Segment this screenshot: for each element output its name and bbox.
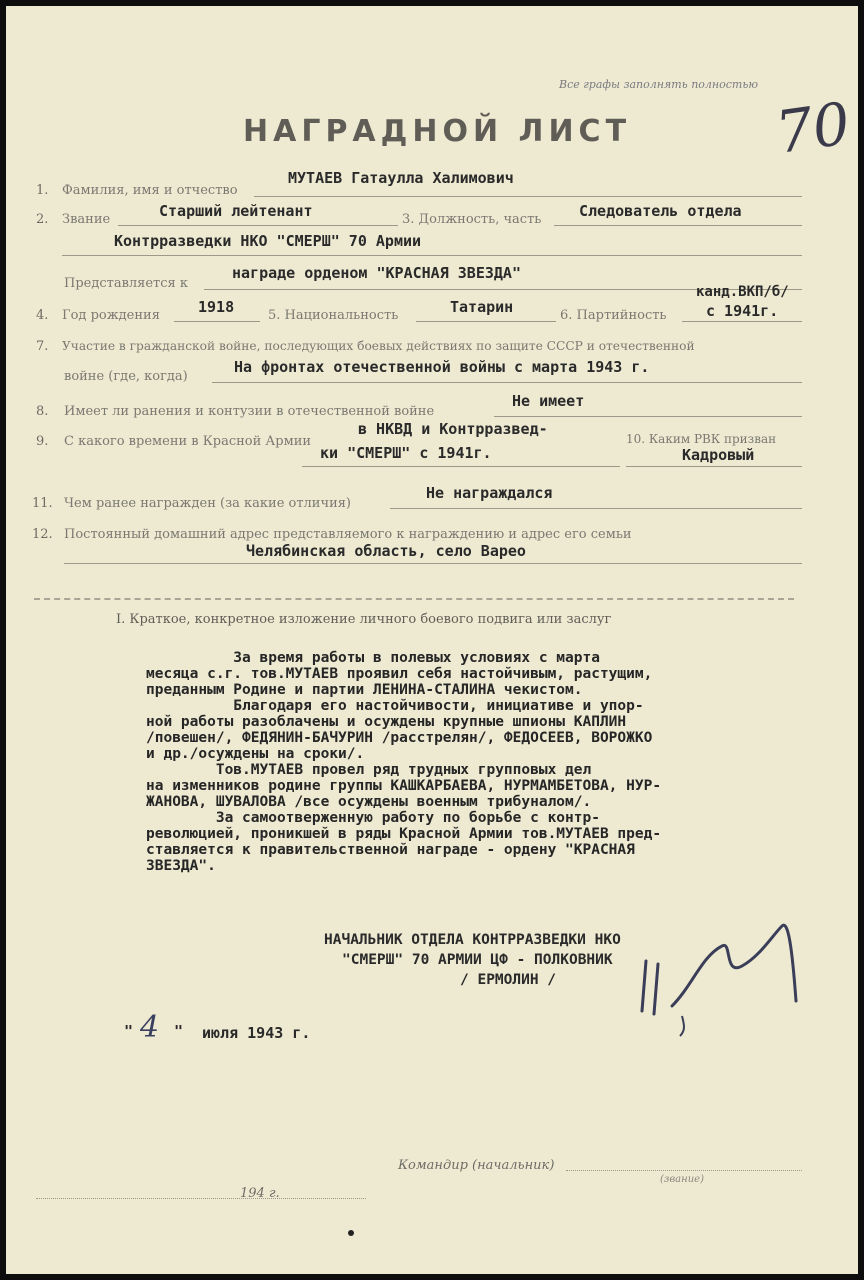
- field-3-value-continued: Контрразведки НКО "СМЕРШ" 70 Армии: [114, 232, 422, 250]
- footer-commander-underline: [566, 1170, 802, 1171]
- footer-commander: Командир (начальник): [398, 1158, 555, 1173]
- presented-value: награде орденом "КРАСНАЯ ЗВЕЗДА": [232, 264, 521, 282]
- date-open-quote: ": [124, 1022, 134, 1040]
- field-4-number: 4.: [36, 308, 49, 323]
- body-line: месяца с.г. тов.МУТАЕВ проявил себя настойчивым, растущим,: [146, 666, 653, 682]
- body-line: на изменников родине группы КАШКАРБАЕВА, НУРМАМБЕТОВА, НУР-: [146, 778, 662, 794]
- field-9-value-line1: в НКВД и Контрразвед-: [358, 420, 548, 438]
- field-1-label: Фамилия, имя и отчество: [62, 183, 238, 198]
- field-12-number: 12.: [32, 527, 53, 542]
- field-10-underline: [626, 466, 802, 467]
- field-6-label: 6. Партийность: [560, 308, 667, 323]
- signature-line-1: НАЧАЛЬНИК ОТДЕЛА КОНТРРАЗВЕДКИ НКО: [324, 932, 621, 948]
- section-heading: I. Краткое, конкретное изложение личного боевого подвига или заслуг: [116, 612, 612, 627]
- page-title: НАГРАДНОЙ ЛИСТ: [243, 114, 632, 149]
- field-12-underline: [64, 563, 802, 564]
- field-9-underline: [302, 466, 620, 467]
- date-day: 4: [140, 1010, 160, 1045]
- field-11-number: 11.: [32, 496, 53, 511]
- field-5-underline: [416, 321, 556, 322]
- body-line: ной работы разоблачены и осуждены крупные шпионы КАПЛИН: [146, 714, 627, 730]
- body-line: Благодаря его настойчивости, инициативе и упор-: [146, 698, 644, 714]
- field-3-underline: [554, 225, 802, 226]
- body-line: ЖАНОВА, ШУВАЛОВА /все осуждены военным трибуналом/.: [146, 794, 592, 810]
- footer-date-underline: [36, 1198, 366, 1199]
- date-close-quote: ": [174, 1022, 184, 1040]
- date-rest: июля 1943 г.: [202, 1024, 311, 1042]
- body-line: За самоотверженную работу по борьбе с контр-: [146, 810, 600, 826]
- body-line: /повешен/, ФЕДЯНИН-БАЧУРИН /расстрелян/, ФЕДОСЕЕВ, ВОРОЖКО: [146, 730, 653, 746]
- body-line: За время работы в полевых условиях с марта: [146, 650, 600, 666]
- fill-note: Все графы заполнять полностью: [559, 78, 759, 91]
- field-7-underline: [212, 382, 802, 383]
- section-separator: [34, 598, 794, 600]
- field-10-value: Кадровый: [682, 446, 755, 464]
- field-3-value: Следователь отдела: [579, 202, 742, 220]
- field-1-value: МУТАЕВ Гатаулла Халимович: [288, 169, 514, 187]
- field-9-value-line2: ки "СМЕРШ" с 1941г.: [320, 444, 492, 462]
- field-11-underline: [390, 508, 802, 509]
- field-1-underline: [254, 196, 802, 197]
- handwritten-signature: [632, 906, 812, 1046]
- field-3-label: 3. Должность, часть: [402, 212, 542, 227]
- field-7-label-line2: войне (где, когда): [64, 369, 188, 384]
- field-8-label: Имеет ли ранения и контузии в отечественной войне: [64, 404, 435, 419]
- footer-dot: [348, 1230, 354, 1236]
- signature-line-2: "СМЕРШ" 70 АРМИИ ЦФ - ПОЛКОВНИК: [342, 952, 613, 968]
- footer-year-label: 194 г.: [240, 1186, 280, 1201]
- body-line: и др./осуждены на сроки/.: [146, 746, 365, 762]
- field-2-value: Старший лейтенант: [159, 202, 313, 220]
- field-8-value: Не имеет: [512, 392, 585, 410]
- body-line: ставляется к правительственной награде - ордену "КРАСНАЯ: [146, 842, 635, 858]
- body-line: ЗВЕЗДА".: [146, 858, 216, 874]
- presented-label: Представляется к: [64, 276, 188, 291]
- footer-rank-label: (звание): [660, 1174, 704, 1185]
- field-11-label: Чем ранее награжден (за какие отличия): [64, 496, 352, 511]
- field-10-label: 10. Каким РВК призван: [626, 432, 777, 446]
- field-8-number: 8.: [36, 404, 49, 419]
- section-body: [146, 650, 661, 874]
- field-4-value: 1918: [198, 298, 235, 316]
- field-12-value: Челябинская область, село Варео: [246, 542, 526, 560]
- field-2-underline: [118, 225, 398, 226]
- field-7-label-line1: Участие в гражданской войне, последующих боевых действиях по защите СССР и отечественной: [62, 339, 695, 353]
- field-3-underline-2: [62, 255, 802, 256]
- field-4-underline: [174, 321, 260, 322]
- field-6-value-top: канд.ВКП/б/: [696, 284, 789, 300]
- field-7-number: 7.: [36, 339, 49, 354]
- field-9-number: 9.: [36, 434, 49, 449]
- field-1-number: 1.: [36, 183, 49, 198]
- field-12-label: Постоянный домашний адрес представляемого к награждению и адрес его семьи: [64, 527, 632, 542]
- field-5-label: 5. Национальность: [268, 308, 399, 323]
- field-6-value: с 1941г.: [706, 302, 779, 320]
- field-5-value: Татарин: [450, 298, 514, 316]
- field-11-value: Не награждался: [426, 484, 553, 502]
- field-8-underline: [494, 416, 802, 417]
- body-line: революцией, проникшей в ряды Красной Армии тов.МУТАЕВ пред-: [146, 826, 662, 842]
- signature-line-3: / ЕРМОЛИН /: [460, 972, 557, 988]
- body-line: Тов.МУТАЕВ провел ряд трудных групповых дел: [146, 762, 592, 778]
- award-sheet: [6, 6, 858, 1274]
- body-line: преданным Родине и партии ЛЕНИНА-СТАЛИНА чекистом.: [146, 682, 583, 698]
- field-6-underline: [682, 321, 802, 322]
- field-4-label: Год рождения: [62, 308, 160, 323]
- handwritten-number: 70: [771, 89, 855, 167]
- field-2-number: 2.: [36, 212, 49, 227]
- field-7-value: На фронтах отечественной войны с марта 1943 г.: [234, 358, 650, 376]
- field-9-label: С какого времени в Красной Армии: [64, 434, 312, 449]
- field-2-label: Звание: [62, 212, 111, 227]
